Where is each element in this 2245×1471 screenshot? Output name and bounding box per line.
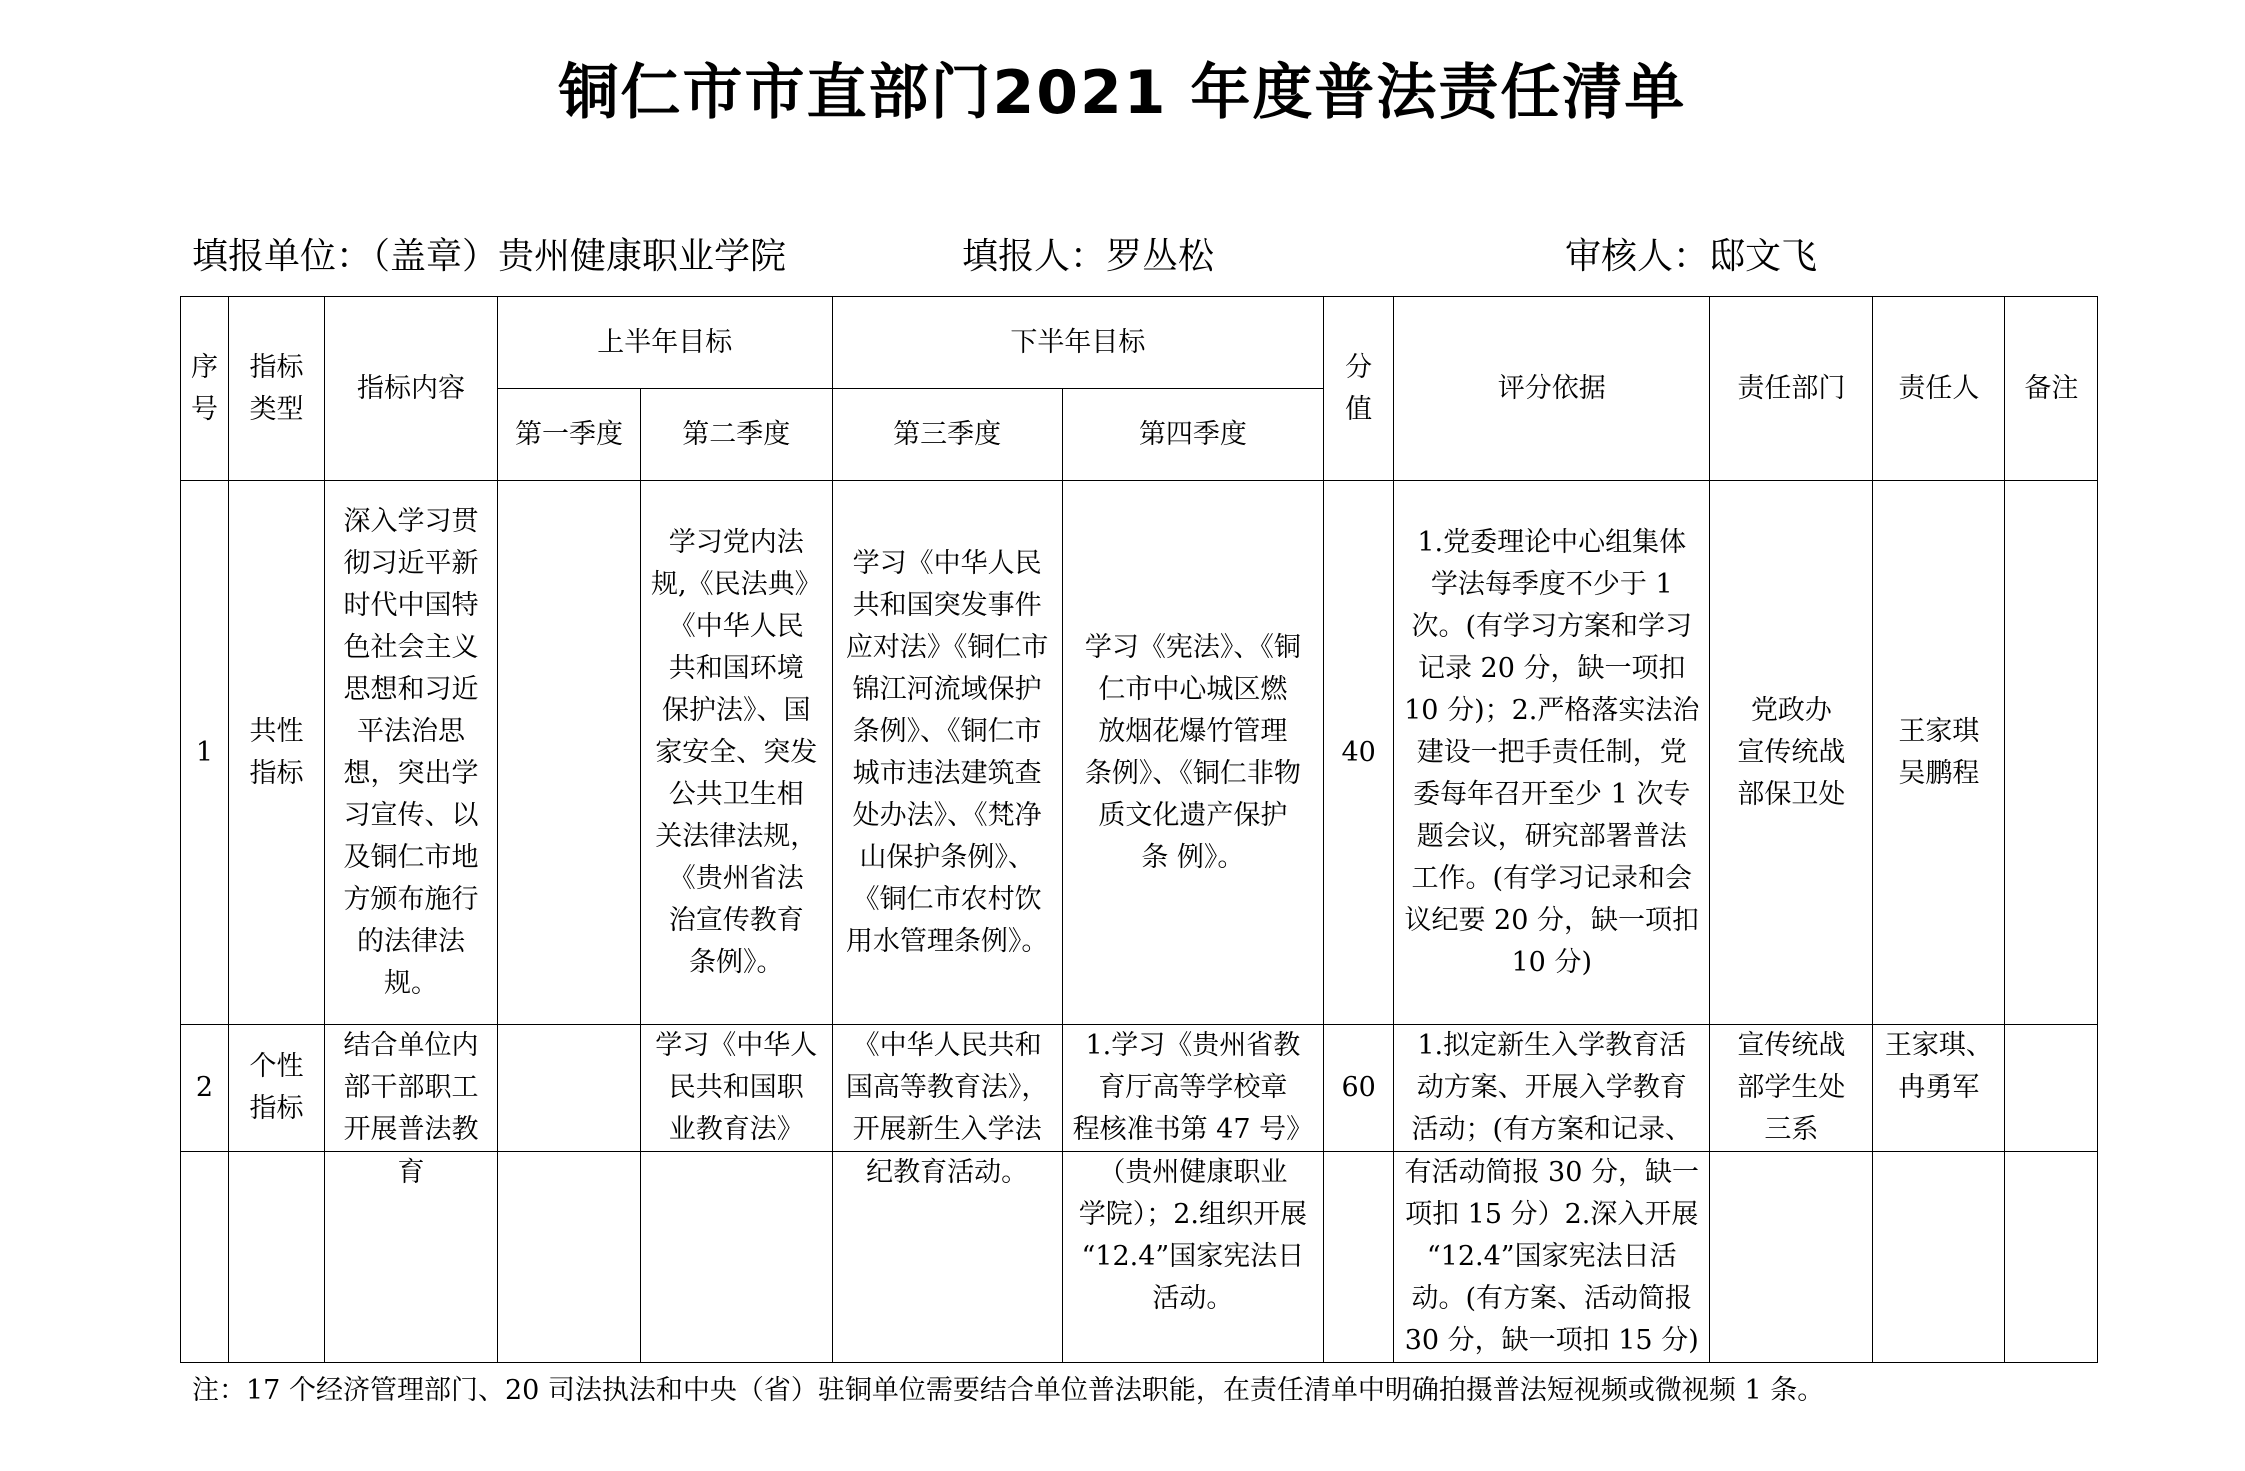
header-row <box>181 297 2098 389</box>
reporter: 填报人：罗丛松 <box>962 236 1215 277</box>
cell-type: 个性 指标 <box>229 1025 325 1152</box>
cell-dept: 宣传统战 部学生处 三系 <box>1710 1025 1873 1152</box>
cell-dept <box>1710 1152 1873 1363</box>
cell-q1 <box>498 481 641 1025</box>
footnote: 注：17 个经济管理部门、20 司法执法和中央（省）驻铜单位需要结合单位普法职能，在责任清单中明确拍摄普法短视频或微视频 1 条。 <box>192 1375 1825 1406</box>
cell-person <box>1873 1152 2005 1363</box>
header-type: 指标 类型 <box>229 297 325 481</box>
header-content: 指标内容 <box>325 297 498 481</box>
header-q1: 第一季度 <box>498 389 641 481</box>
header-seq: 序 号 <box>181 297 229 481</box>
header-basis: 评分依据 <box>1394 297 1710 481</box>
cell-basis: 1.拟定新生入学教育活 动方案、开展入学教育 活动；(有方案和记录、 <box>1394 1025 1710 1152</box>
cell-q4: （贵州健康职业 学院）；2.组织开展 “12.4”国家宪法日 活动。 <box>1062 1152 1324 1363</box>
reviewer: 审核人：邸文飞 <box>1565 236 1818 277</box>
table-row <box>181 1025 2098 1152</box>
cell-basis: 1.党委理论中心组集体 学法每季度不少于 1 次。(有学习方案和学习 记录 20 分，缺一项扣 10 分)；2.严格落实法治 建设一把手责任制，党 委每年召开至少 1 次专 题会议，研究部署普法 工作。(有学习记录和会 议纪要 20 分，缺一项扣 10 分) <box>1394 481 1710 1025</box>
table-row <box>181 481 2098 1025</box>
table-row <box>181 1152 2098 1363</box>
header-remark: 备注 <box>2005 297 2098 481</box>
cell-q2 <box>641 1152 833 1363</box>
cell-type: 共性 指标 <box>229 481 325 1025</box>
cell-score: 60 <box>1324 1025 1394 1152</box>
cell-content: 育 <box>325 1152 498 1363</box>
cell-score: 40 <box>1324 481 1394 1025</box>
cell-seq: 2 <box>181 1025 229 1152</box>
cell-dept: 党政办 宣传统战 部保卫处 <box>1710 481 1873 1025</box>
cell-q4: 1.学习《贵州省教 育厅高等学校章 程核准书第 47 号》 <box>1062 1025 1324 1152</box>
cell-q3: 纪教育活动。 <box>832 1152 1062 1363</box>
cell-person: 王家琪、 冉勇军 <box>1873 1025 2005 1152</box>
responsibility-table <box>180 296 2098 1363</box>
cell-score <box>1324 1152 1394 1363</box>
cell-q4: 学习《宪法》、《铜 仁市中心城区燃 放烟花爆竹管理 条例》、《铜仁非物 质文化遗产保护 条 例》。 <box>1062 481 1324 1025</box>
header-person: 责任人 <box>1873 297 2005 481</box>
cell-q3: 《中华人民共和 国高等教育法》， 开展新生入学法 <box>832 1025 1062 1152</box>
cell-q1 <box>498 1152 641 1363</box>
cell-q2: 学习党内法 规,《民法典》 《中华人民 共和国环境 保护法》、国 家安全、突发 公共卫生相 关法律法规， 《贵州省法 治宣传教育 条例》。 <box>641 481 833 1025</box>
header-dept: 责任部门 <box>1710 297 1873 481</box>
cell-content: 深入学习贯 彻习近平新 时代中国特 色社会主义 思想和习近 平法治思 想，突出学 习宣传、以 及铜仁市地 方颁布施行 的法律法 规。 <box>325 481 498 1025</box>
header-q4: 第四季度 <box>1062 389 1324 481</box>
cell-q1 <box>498 1025 641 1152</box>
header-score: 分 值 <box>1324 297 1394 481</box>
header-second-half: 下半年目标 <box>832 297 1324 389</box>
cell-basis: 有活动简报 30 分，缺一 项扣 15 分）2.深入开展 “12.4”国家宪法日活 动。(有方案、活动简报 30 分，缺一项扣 15 分) <box>1394 1152 1710 1363</box>
reporting-unit: 填报单位：（盖章）贵州健康职业学院 <box>192 236 787 277</box>
page-title: 铜仁市市直部门2021 年度普法责任清单 <box>558 58 1687 128</box>
cell-seq <box>181 1152 229 1363</box>
cell-person: 王家琪 吴鹏程 <box>1873 481 2005 1025</box>
cell-type <box>229 1152 325 1363</box>
header-q2: 第二季度 <box>641 389 833 481</box>
header-first-half: 上半年目标 <box>498 297 833 389</box>
cell-remark <box>2005 1025 2098 1152</box>
cell-remark <box>2005 481 2098 1025</box>
cell-content: 结合单位内 部干部职工 开展普法教 <box>325 1025 498 1152</box>
header-q3: 第三季度 <box>832 389 1062 481</box>
cell-seq: 1 <box>181 481 229 1025</box>
cell-q3: 学习《中华人民 共和国突发事件 应对法》《铜仁市 锦江河流域保护 条例》、《铜仁市 城市违法建筑查 处办法》、《梵净 山保护条例》、 《铜仁市农村饮 用水管理条例》。 <box>832 481 1062 1025</box>
cell-remark <box>2005 1152 2098 1363</box>
cell-q2: 学习《中华人 民共和国职 业教育法》 <box>641 1025 833 1152</box>
